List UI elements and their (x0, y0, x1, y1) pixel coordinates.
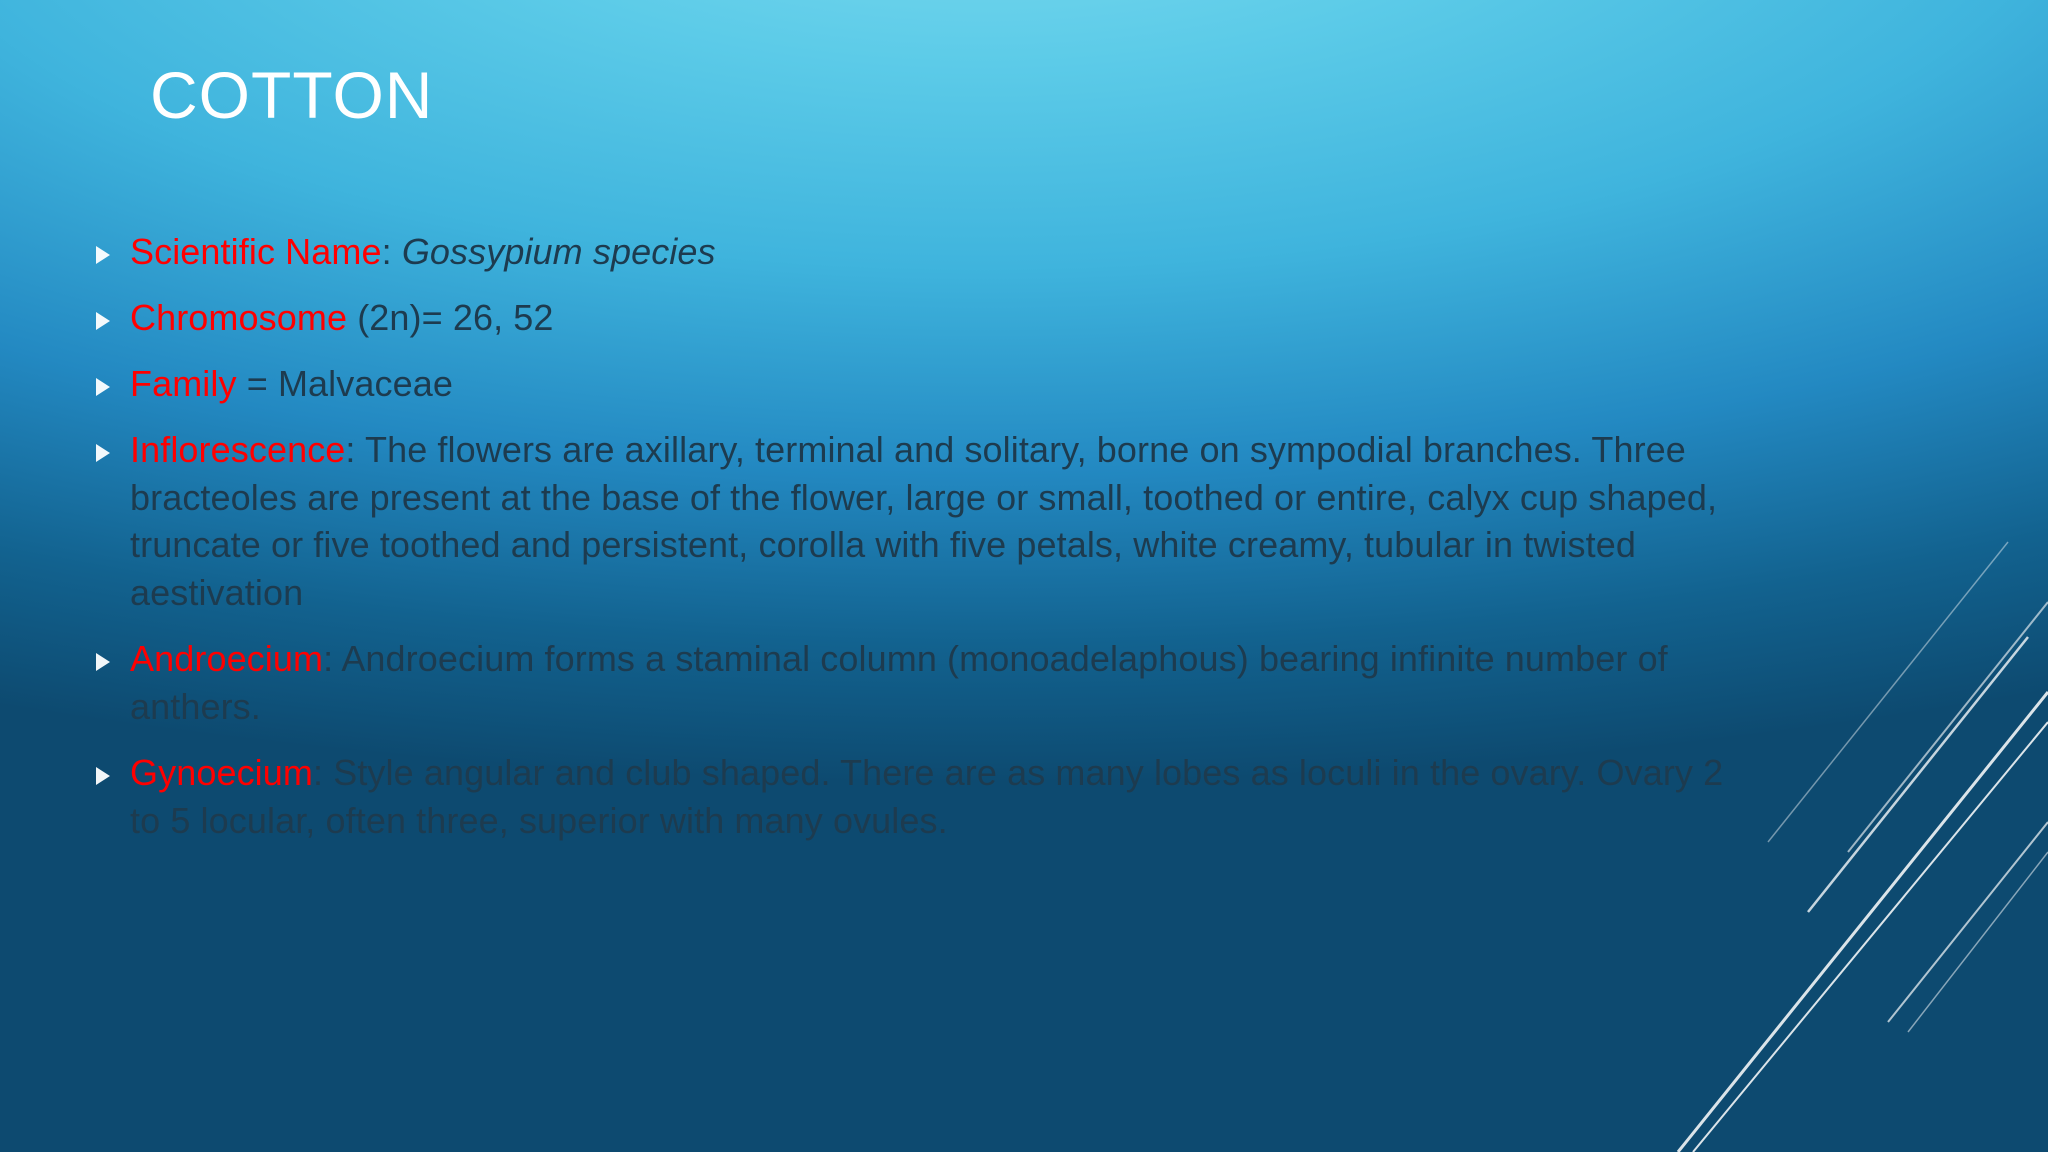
list-item-separator (237, 363, 247, 404)
bullet-list (88, 228, 1728, 863)
list-item-separator: : (323, 638, 342, 680)
list-item-separator (347, 297, 357, 338)
list-item-keyword: Gynoecium (130, 751, 313, 793)
list-item-separator: : (312, 751, 334, 793)
list-item-keyword: Chromosome (130, 296, 348, 338)
list-item (88, 635, 1728, 731)
list-item-text (130, 360, 1728, 408)
list-item-text (130, 749, 1728, 845)
bullet-triangle-icon (88, 294, 130, 330)
list-item-text (130, 426, 1728, 618)
list-item-keyword: Scientific Name (130, 231, 382, 272)
list-item-value: = Malvaceae (246, 362, 453, 404)
bullet-triangle-icon (88, 228, 130, 264)
list-item (88, 228, 1728, 276)
list-item (88, 360, 1728, 408)
list-item-keyword: Inflorescence (130, 428, 346, 470)
list-item (88, 749, 1728, 845)
bullet-triangle-icon (88, 426, 130, 462)
list-item-value: The flowers are axillary, terminal and solitary, borne on sympodial branches. Three bracteoles are present at the base of the flower, large or small, toothed or entire, calyx cup shaped, truncate or five toothed and persistent, corolla with five petals, white creamy, tubular in twisted aestivation (130, 428, 1718, 614)
bullet-triangle-icon (88, 635, 130, 671)
bullet-triangle-icon (88, 749, 130, 785)
list-item (88, 294, 1728, 342)
list-item-value: (2n)= 26, 52 (357, 296, 554, 338)
list-item-value: Gossypium species (401, 231, 716, 272)
list-item-text (130, 635, 1728, 731)
list-item-separator: : (345, 428, 365, 470)
list-item-value: Style angular and club shaped. There are as many lobes as loculi in the ovary. Ovary 2 to 5 locular, often three, superior with many ovules. (130, 751, 1724, 841)
list-item-separator: : (381, 231, 402, 272)
list-item-value: Androecium forms a staminal column (monoadelaphous) bearing infinite number of anthers. (130, 638, 1668, 727)
list-item (88, 426, 1728, 618)
list-item-keyword: Family (130, 362, 237, 404)
list-item-keyword: Androecium (130, 638, 324, 680)
list-item-text (130, 228, 1728, 276)
bullet-triangle-icon (88, 360, 130, 396)
slide-title: COTTON (150, 58, 434, 132)
list-item-text (130, 294, 1728, 342)
